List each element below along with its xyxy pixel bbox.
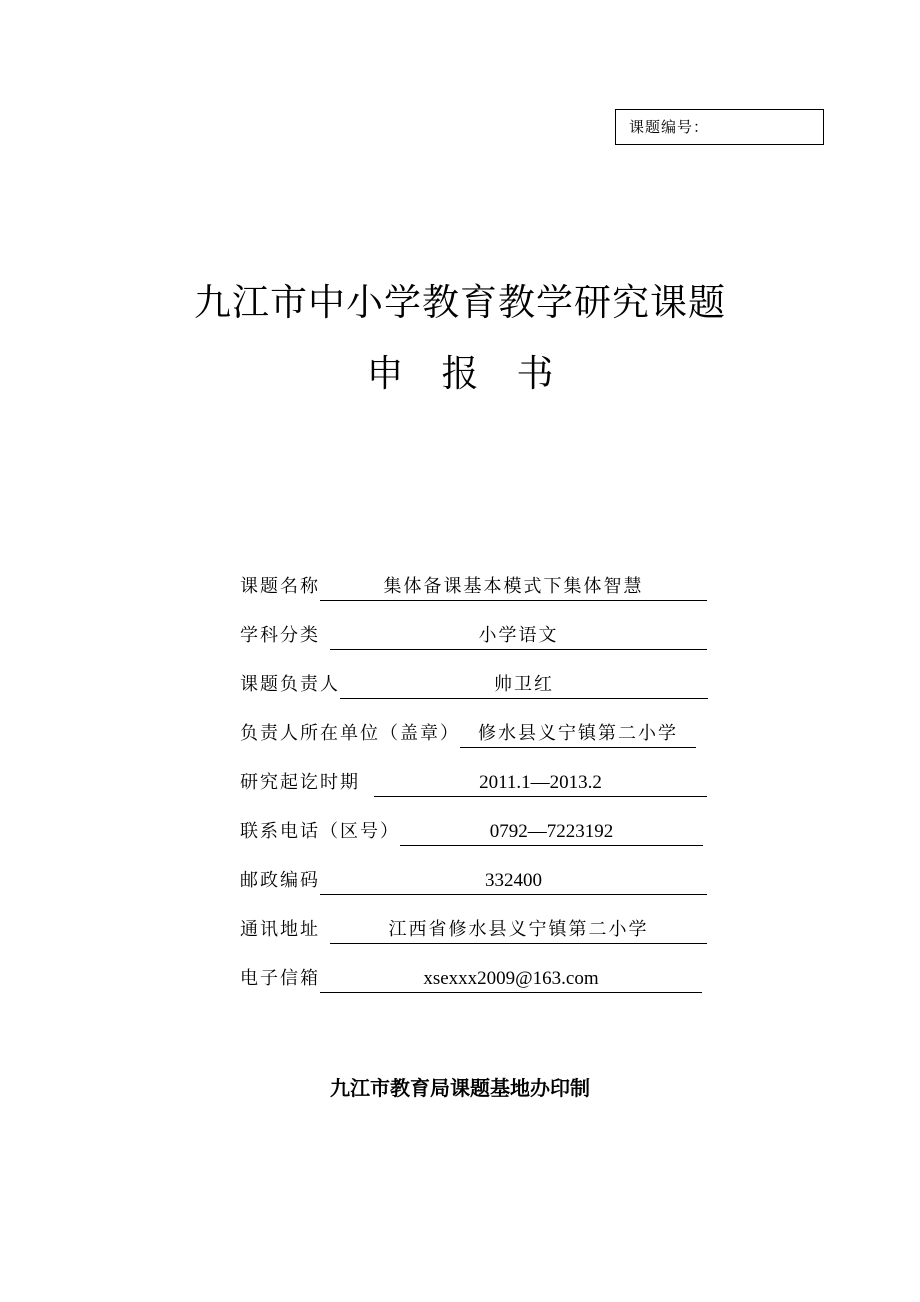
topic-code-box bbox=[615, 109, 824, 145]
field-value-phone: 0792—7223192 bbox=[400, 820, 703, 846]
field-value-leader: 帅卫红 bbox=[340, 673, 708, 699]
document-subtitle: 申报书 bbox=[366, 352, 592, 395]
field-row-subject bbox=[240, 601, 720, 650]
field-row-topic-name bbox=[240, 552, 720, 601]
field-row-postcode bbox=[240, 846, 720, 895]
field-row-phone bbox=[240, 797, 720, 846]
topic-code-label: 课题编号： bbox=[629, 118, 710, 136]
field-label: 电子信箱 bbox=[240, 968, 320, 989]
field-value-address: 江西省修水县义宁镇第二小学 bbox=[330, 918, 707, 944]
field-label: 研究起讫时期 bbox=[240, 772, 360, 793]
field-value-email: xsexxx2009@163.com bbox=[320, 967, 702, 993]
field-value-period: 2011.1—2013.2 bbox=[374, 771, 707, 797]
field-label: 联系电话（区号） bbox=[240, 821, 400, 842]
field-row-email bbox=[240, 944, 720, 993]
field-label: 课题负责人 bbox=[240, 674, 340, 695]
field-row-organization bbox=[240, 699, 720, 748]
field-row-address bbox=[240, 895, 720, 944]
field-label: 邮政编码 bbox=[240, 870, 320, 891]
field-row-period bbox=[240, 748, 720, 797]
field-label: 通讯地址 bbox=[240, 919, 320, 940]
field-value-subject: 小学语文 bbox=[330, 624, 707, 650]
field-label: 学科分类 bbox=[240, 625, 320, 646]
document-title: 九江市中小学教育教学研究课题 bbox=[194, 281, 726, 324]
field-value-organization: 修水县义宁镇第二小学 bbox=[460, 722, 696, 748]
application-form bbox=[240, 552, 720, 993]
publisher-footer: 九江市教育局课题基地办印制 bbox=[330, 1076, 590, 1100]
field-label: 课题名称 bbox=[240, 576, 320, 597]
field-row-leader bbox=[240, 650, 720, 699]
field-value-postcode: 332400 bbox=[320, 869, 707, 895]
field-value-topic-name: 集体备课基本模式下集体智慧 bbox=[320, 575, 707, 601]
field-label: 负责人所在单位（盖章） bbox=[240, 723, 460, 744]
